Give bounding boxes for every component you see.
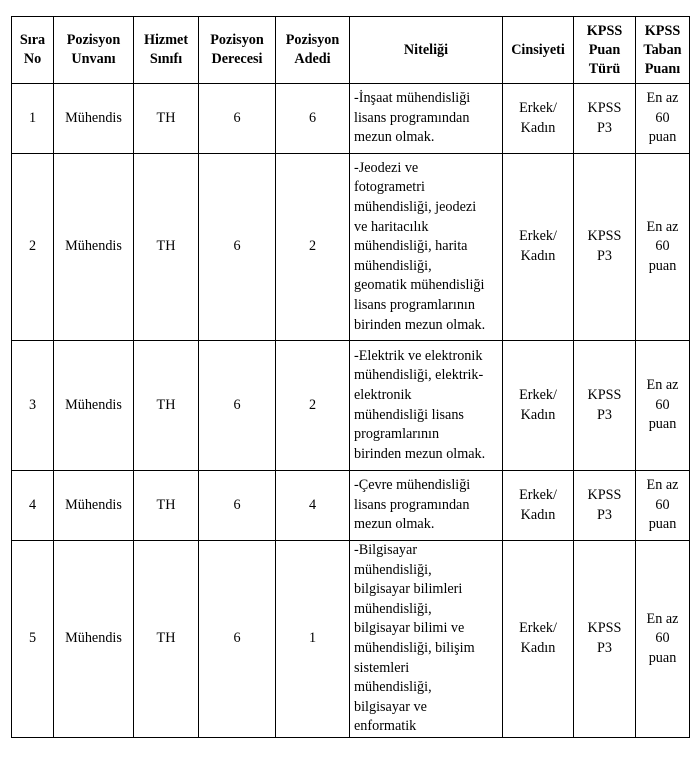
- cell-kpss-taban-puani: En az 60 puan: [636, 154, 690, 341]
- cell-niteligi: -İnşaat mühendisliği lisans programından mezun olmak.: [350, 84, 503, 154]
- header-pozisyon-adedi: Pozisyon Adedi: [276, 17, 350, 84]
- cell-pozisyon-adedi: 4: [276, 471, 350, 541]
- position-table: [11, 16, 690, 738]
- cell-sira-no: 2: [12, 154, 54, 341]
- cell-cinsiyeti: Erkek/ Kadın: [503, 471, 574, 541]
- cell-niteligi: -Çevre mühendisliği lisans programından mezun olmak.: [350, 471, 503, 541]
- cell-hizmet-sinifi: TH: [134, 471, 199, 541]
- cell-hizmet-sinifi: TH: [134, 84, 199, 154]
- cell-pozisyon-derecesi: 6: [199, 341, 276, 471]
- cell-kpss-taban-puani: En az 60 puan: [636, 341, 690, 471]
- cell-niteligi: -Jeodezi ve fotogrametri mühendisliği, jeodezi ve haritacılık mühendisliği, harita mühendisliği, geomatik mühendisliği lisans programlarının birinden mezun olmak.: [350, 154, 503, 341]
- table-body: [12, 84, 690, 738]
- cell-pozisyon-unvani: Mühendis: [54, 471, 134, 541]
- cell-hizmet-sinifi: TH: [134, 154, 199, 341]
- cell-pozisyon-unvani: Mühendis: [54, 154, 134, 341]
- header-row: [12, 17, 690, 84]
- cell-kpss-taban-puani: En az 60 puan: [636, 471, 690, 541]
- cell-pozisyon-unvani: Mühendis: [54, 341, 134, 471]
- cell-cinsiyeti: Erkek/ Kadın: [503, 154, 574, 341]
- header-sira-no: Sıra No: [12, 17, 54, 84]
- cell-kpss-puan-turu: KPSS P3: [574, 341, 636, 471]
- cell-pozisyon-derecesi: 6: [199, 471, 276, 541]
- cell-kpss-puan-turu: KPSS P3: [574, 84, 636, 154]
- table-row: [12, 541, 690, 738]
- cell-pozisyon-adedi: 6: [276, 84, 350, 154]
- cell-sira-no: 3: [12, 341, 54, 471]
- cell-kpss-puan-turu: KPSS P3: [574, 154, 636, 341]
- header-kpss-puan-turu: KPSS Puan Türü: [574, 17, 636, 84]
- cell-pozisyon-unvani: Mühendis: [54, 84, 134, 154]
- header-pozisyon-derecesi: Pozisyon Derecesi: [199, 17, 276, 84]
- cell-pozisyon-derecesi: 6: [199, 541, 276, 738]
- table-row: [12, 154, 690, 341]
- cell-pozisyon-adedi: 1: [276, 541, 350, 738]
- table-row: [12, 341, 690, 471]
- cell-kpss-puan-turu: KPSS P3: [574, 471, 636, 541]
- cell-pozisyon-derecesi: 6: [199, 84, 276, 154]
- cell-kpss-taban-puani: En az 60 puan: [636, 84, 690, 154]
- cell-sira-no: 4: [12, 471, 54, 541]
- table-row: [12, 84, 690, 154]
- cell-kpss-taban-puani: En az 60 puan: [636, 541, 690, 738]
- cell-pozisyon-unvani: Mühendis: [54, 541, 134, 738]
- header-niteligi: Niteliği: [350, 17, 503, 84]
- cell-niteligi: -Bilgisayar mühendisliği, bilgisayar bilimleri mühendisliği, bilgisayar bilimi ve mühendisliği, bilişim sistemleri mühendisliği, bilgisayar ve enformatik: [350, 541, 503, 738]
- cell-cinsiyeti: Erkek/ Kadın: [503, 541, 574, 738]
- cell-pozisyon-adedi: 2: [276, 154, 350, 341]
- cell-cinsiyeti: Erkek/ Kadın: [503, 84, 574, 154]
- cell-pozisyon-derecesi: 6: [199, 154, 276, 341]
- cell-cinsiyeti: Erkek/ Kadın: [503, 341, 574, 471]
- cell-hizmet-sinifi: TH: [134, 541, 199, 738]
- cell-pozisyon-adedi: 2: [276, 341, 350, 471]
- cell-hizmet-sinifi: TH: [134, 341, 199, 471]
- header-pozisyon-unvani: Pozisyon Unvanı: [54, 17, 134, 84]
- header-cinsiyeti: Cinsiyeti: [503, 17, 574, 84]
- header-hizmet-sinifi: Hizmet Sınıfı: [134, 17, 199, 84]
- cell-sira-no: 5: [12, 541, 54, 738]
- table-row: [12, 471, 690, 541]
- header-kpss-taban-puani: KPSS Taban Puanı: [636, 17, 690, 84]
- cell-sira-no: 1: [12, 84, 54, 154]
- cell-niteligi: -Elektrik ve elektronik mühendisliği, elektrik- elektronik mühendisliği lisans programlarının birinden mezun olmak.: [350, 341, 503, 471]
- cell-kpss-puan-turu: KPSS P3: [574, 541, 636, 738]
